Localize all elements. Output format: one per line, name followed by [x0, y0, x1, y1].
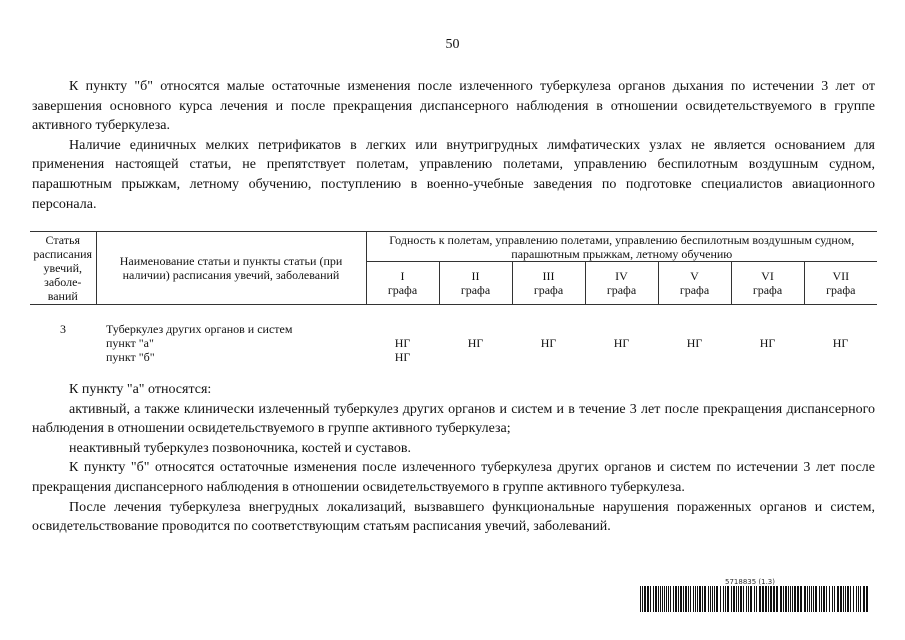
barcode-bar — [697, 586, 698, 612]
barcode-bar — [688, 586, 689, 612]
barcode — [640, 586, 870, 612]
barcode-bar — [788, 586, 789, 612]
header-column: III графа — [512, 262, 585, 305]
fitness-mark: НГ — [832, 336, 849, 350]
barcode-bar — [768, 586, 769, 612]
schedule-table — [30, 231, 877, 305]
barcode-bar — [832, 586, 833, 612]
barcode-bar — [797, 586, 799, 612]
fitness-mark: НГ — [613, 336, 630, 350]
barcode-bar — [750, 586, 752, 612]
barcode-bar — [800, 586, 802, 612]
barcode-bar — [712, 586, 713, 612]
fitness-mark: НГ — [686, 336, 703, 350]
article-title: Туберкулез других органов и систем — [106, 322, 293, 336]
barcode-bar — [704, 586, 706, 612]
barcode-bar — [675, 586, 677, 612]
text-block-top — [32, 77, 875, 214]
barcode-bar — [863, 586, 865, 612]
barcode-bar — [693, 586, 694, 612]
header-article: Статья расписания увечий, заболе-ваний — [30, 232, 96, 305]
barcode-bar — [785, 586, 787, 612]
barcode-bar — [866, 586, 868, 612]
barcode-bar — [826, 586, 827, 612]
barcode-bar — [811, 586, 812, 612]
barcode-bar — [716, 586, 718, 612]
barcode-bar — [668, 586, 669, 612]
paragraph: неактивный туберкулез позвоночника, костей и суставов. — [69, 440, 411, 456]
barcode-bar — [809, 586, 810, 612]
fitness-mark: НГ — [394, 336, 411, 350]
paragraph: К пункту "б" относятся малые остаточные изменения после излеченного туберкулеза органов дыхания по истечении 3 лет от завершения основного курса лечения и после прекращения диспансерного наблюдения в отношении освидетельствуемого в группе активного туберкулеза. — [32, 79, 875, 134]
barcode-bar — [804, 586, 806, 612]
paragraph: К пункту "а" относятся: — [69, 382, 212, 397]
barcode-bar — [702, 586, 703, 612]
barcode-bar — [680, 586, 682, 612]
header-column: II графа — [439, 262, 512, 305]
barcode-bar — [714, 586, 715, 612]
item-label: пункт "б" — [106, 350, 155, 364]
barcode-bar — [720, 586, 721, 612]
barcode-bar — [738, 586, 739, 612]
fitness-mark: НГ — [759, 336, 776, 350]
barcode-bar — [856, 586, 857, 612]
barcode-bar — [829, 586, 830, 612]
barcode-bar — [710, 586, 711, 612]
barcode-bar — [815, 586, 817, 612]
barcode-bar — [845, 586, 846, 612]
barcode-bar — [762, 586, 764, 612]
paragraph: После лечения туберкулеза внегрудных локализаций, вызвавшего функциональные нарушения пораженных органов и систем, освидетельствование проводится по соответствующим статьям расписания увечий, заболеваний. — [32, 499, 875, 535]
barcode-bar — [780, 586, 782, 612]
barcode-bar — [819, 586, 820, 612]
barcode-bar — [823, 586, 825, 612]
barcode-bar — [673, 586, 674, 612]
header-name: Наименование статьи и пункты статьи (при наличии) расписания увечий, заболеваний — [96, 232, 366, 305]
fitness-mark: НГ — [540, 336, 557, 350]
barcode-bar — [655, 586, 657, 612]
barcode-bar — [650, 586, 651, 612]
header-column: VI графа — [731, 262, 804, 305]
barcode-bar — [699, 586, 701, 612]
barcode-bar — [813, 586, 814, 612]
barcode-bar — [664, 586, 665, 612]
barcode-bar — [860, 586, 861, 612]
barcode-bar — [736, 586, 737, 612]
header-column: V графа — [658, 262, 731, 305]
barcode-bar — [821, 586, 822, 612]
item-label: пункт "а" — [106, 336, 154, 350]
barcode-bar — [794, 586, 796, 612]
paragraph: К пункту "б" относятся остаточные изменения после излеченного туберкулеза других органов и систем по истечении 3 лет после прекращения диспансерного наблюдения в отношении освидетельствуемого в группе активного туберкулеза. — [32, 460, 875, 495]
barcode-bar — [666, 586, 667, 612]
barcode-bar — [754, 586, 755, 612]
barcode-bar — [723, 586, 724, 612]
barcode-bar — [642, 586, 643, 612]
barcode-bar — [807, 586, 808, 612]
barcode-bar — [653, 586, 654, 612]
barcode-bar — [743, 586, 744, 612]
barcode-bar — [790, 586, 791, 612]
barcode-bar — [746, 586, 747, 612]
barcode-bar — [756, 586, 757, 612]
header-column: IV графа — [585, 262, 658, 305]
barcode-bar — [843, 586, 844, 612]
barcode-bar — [690, 586, 691, 612]
barcode-bar — [695, 586, 696, 612]
header-column: VII графа — [804, 262, 877, 305]
barcode-bar — [660, 586, 661, 612]
barcode-bar — [792, 586, 793, 612]
barcode-bar — [725, 586, 726, 612]
barcode-bar — [847, 586, 849, 612]
barcode-bar — [853, 586, 854, 612]
barcode-bar — [748, 586, 749, 612]
barcode-bar — [708, 586, 709, 612]
text-block-bottom — [32, 380, 875, 537]
fitness-mark: НГ — [467, 336, 484, 350]
page-number: 50 — [445, 37, 460, 52]
barcode-bar — [759, 586, 761, 612]
barcode-bar — [770, 586, 772, 612]
header-column: I графа — [366, 262, 439, 305]
fitness-mark: НГ — [394, 350, 411, 364]
barcode-bar — [640, 586, 641, 612]
paragraph: Наличие единичных мелких петрификатов в легких или внутригрудных лимфатических узлах не является основанием для применения настоящей статьи, не препятствует полетам, управлению полетами, управлению беспилотным воздушным судном, парашютным прыжкам, летному обучению, поступлению в военно-учебные заведения по подготовке специалистов авиационного персонала. — [32, 137, 875, 212]
barcode-bar — [783, 586, 784, 612]
barcode-bar — [776, 586, 778, 612]
barcode-bar — [731, 586, 732, 612]
paragraph: активный, а также клинически излеченный туберкулез других органов и систем и в течение 3 лет после прекращения диспансерного наблюдения в отношении освидетельствуемого в группе активного туберкулеза; — [32, 401, 875, 437]
barcode-bar — [765, 586, 767, 612]
header-fitness: Годность к полетам, управлению полетами, управлению беспилотным воздушным судном, парашютным прыжкам, летному обучению — [366, 232, 877, 262]
barcode-bar — [658, 586, 659, 612]
barcode-bar — [685, 586, 687, 612]
barcode-bar — [834, 586, 835, 612]
barcode-bar — [740, 586, 742, 612]
barcode-bar — [683, 586, 684, 612]
barcode-bar — [670, 586, 671, 612]
barcode-bar — [858, 586, 859, 612]
article-title-cell — [106, 322, 386, 364]
barcode-bar — [733, 586, 735, 612]
barcode-bar — [773, 586, 775, 612]
barcode-bar — [727, 586, 729, 612]
barcode-bar — [647, 586, 649, 612]
article-number: 3 — [60, 322, 66, 336]
barcode-bar — [678, 586, 679, 612]
barcode-bar — [644, 586, 646, 612]
barcode-bar — [662, 586, 663, 612]
barcode-bar — [850, 586, 851, 612]
barcode-caption: 5718835 (1.3) — [725, 578, 775, 586]
barcode-bar — [837, 586, 839, 612]
barcode-bar — [840, 586, 842, 612]
